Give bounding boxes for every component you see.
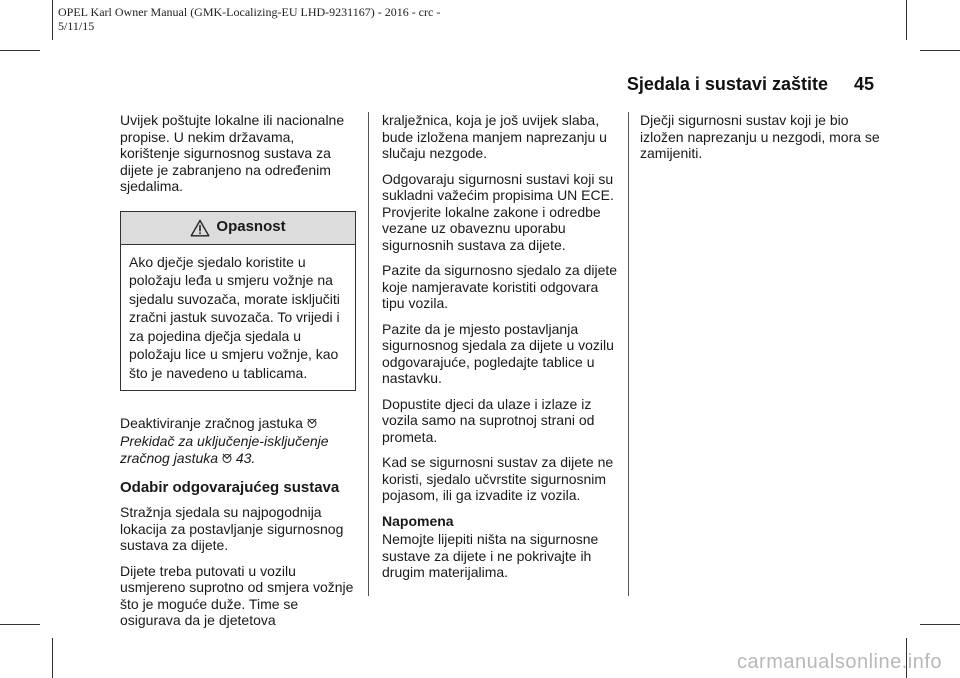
paragraph: Pazite da sigurnosno sjedalo za dijete koje namjeravate koristiti odgovara tipu vozila. bbox=[382, 262, 618, 311]
warning-triangle-icon bbox=[190, 219, 210, 237]
watermark: carmanualsonline.info bbox=[736, 651, 942, 673]
cross-reference bbox=[120, 415, 358, 468]
meta-line-2: 5/11/15 bbox=[58, 19, 95, 33]
column-3 bbox=[640, 112, 880, 171]
page-number: 45 bbox=[853, 74, 874, 94]
page-ref-arrow-icon bbox=[307, 417, 317, 429]
warning-title: Opasnost bbox=[216, 218, 286, 236]
column-divider bbox=[368, 112, 369, 596]
page-header bbox=[627, 74, 874, 95]
meta-line-1: OPEL Karl Owner Manual (GMK-Localizing-EU LHD-9231167) - 2016 - crc - bbox=[58, 5, 441, 19]
note-title: Napomena bbox=[382, 512, 454, 529]
section-title: Sjedala i sustavi zaštite bbox=[626, 74, 828, 94]
paragraph: Kad se sigurnosni sustav za dijete ne koristi, sjedalo učvrstite sigurnosnim pojasom, ili ga izvadite iz vozila. bbox=[382, 454, 614, 503]
warning-body: Ako dječje sjedalo koristite u položaju leđa u smjeru vožnje na sjedalu suvozača, morate isključiti zračni jastuk suvozača. To vrijedi i za pojedina dječja sjedala u položaju lice u smjeru vožnje, kao što je navedeno u tablicama. bbox=[129, 253, 340, 381]
reference-title[interactable]: Prekidač za uključenje-isključenje zračnog jastuka bbox=[120, 432, 329, 466]
paragraph: Dopustite djeci da ulaze i izlaze iz vozila samo na suprotnoj strani od prometa. bbox=[382, 395, 595, 445]
paragraph: Odgovaraju sigurnosni sustavi koji su sukladni važećim propisima UN ECE. Provjerite lokalne zakone i odredbe vezane uz obaveznu uporabu sigurnosnih sustava za dijete. bbox=[382, 170, 614, 253]
crop-mark bbox=[920, 50, 960, 51]
crop-mark bbox=[0, 50, 40, 51]
paragraph: kralježnica, koja je još uvijek slaba, bude izložena manjem naprezanju u slučaju nezgode. bbox=[382, 112, 607, 161]
crop-mark bbox=[52, 0, 53, 40]
paragraph: Pazite da je mjesto postavljanja sigurnosnog sjedala za dijete u vozilu odgovarajuće, pogledajte tablice u nastavku. bbox=[382, 320, 614, 386]
column-divider bbox=[628, 112, 629, 596]
crop-mark bbox=[52, 638, 53, 678]
warning-header bbox=[121, 212, 355, 245]
section-heading: Odabir odgovarajućeg sustava bbox=[120, 478, 340, 496]
warning-box bbox=[120, 211, 356, 392]
page-ref-arrow-icon bbox=[222, 452, 232, 464]
column-1 bbox=[120, 112, 358, 638]
intro-paragraph: Uvijek poštujte lokalne ili nacionalne propise. U nekim državama, korištenje sigurnosnog sustava za dijete je zabranjeno na određenim sjedalima. bbox=[120, 112, 345, 194]
reference-page[interactable]: 43. bbox=[235, 450, 256, 466]
column-2 bbox=[382, 112, 618, 590]
paragraph: Dječji sigurnosni sustav koji je bio izložen naprezanju u nezgodi, mora se zamijeniti. bbox=[640, 112, 880, 161]
paragraph: Stražnja sjedala su najpogodnija lokacija za postavljanje sigurnosnog sustava za dijete. bbox=[120, 504, 344, 553]
paragraph: Dijete treba putovati u vozilu usmjereno suprotno od smjera vožnje što je moguće duže. Time se osigurava da je djetetova bbox=[120, 562, 354, 628]
crop-mark bbox=[0, 624, 40, 625]
document-meta bbox=[58, 5, 440, 33]
crop-mark bbox=[906, 0, 907, 40]
reference-lead: Deaktiviranje zračnog jastuka bbox=[120, 415, 303, 431]
crop-mark bbox=[920, 624, 960, 625]
note-body: Nemojte lijepiti ništa na sigurnosne sustave za dijete i ne pokrivajte ih drugim materijalima. bbox=[382, 531, 599, 580]
